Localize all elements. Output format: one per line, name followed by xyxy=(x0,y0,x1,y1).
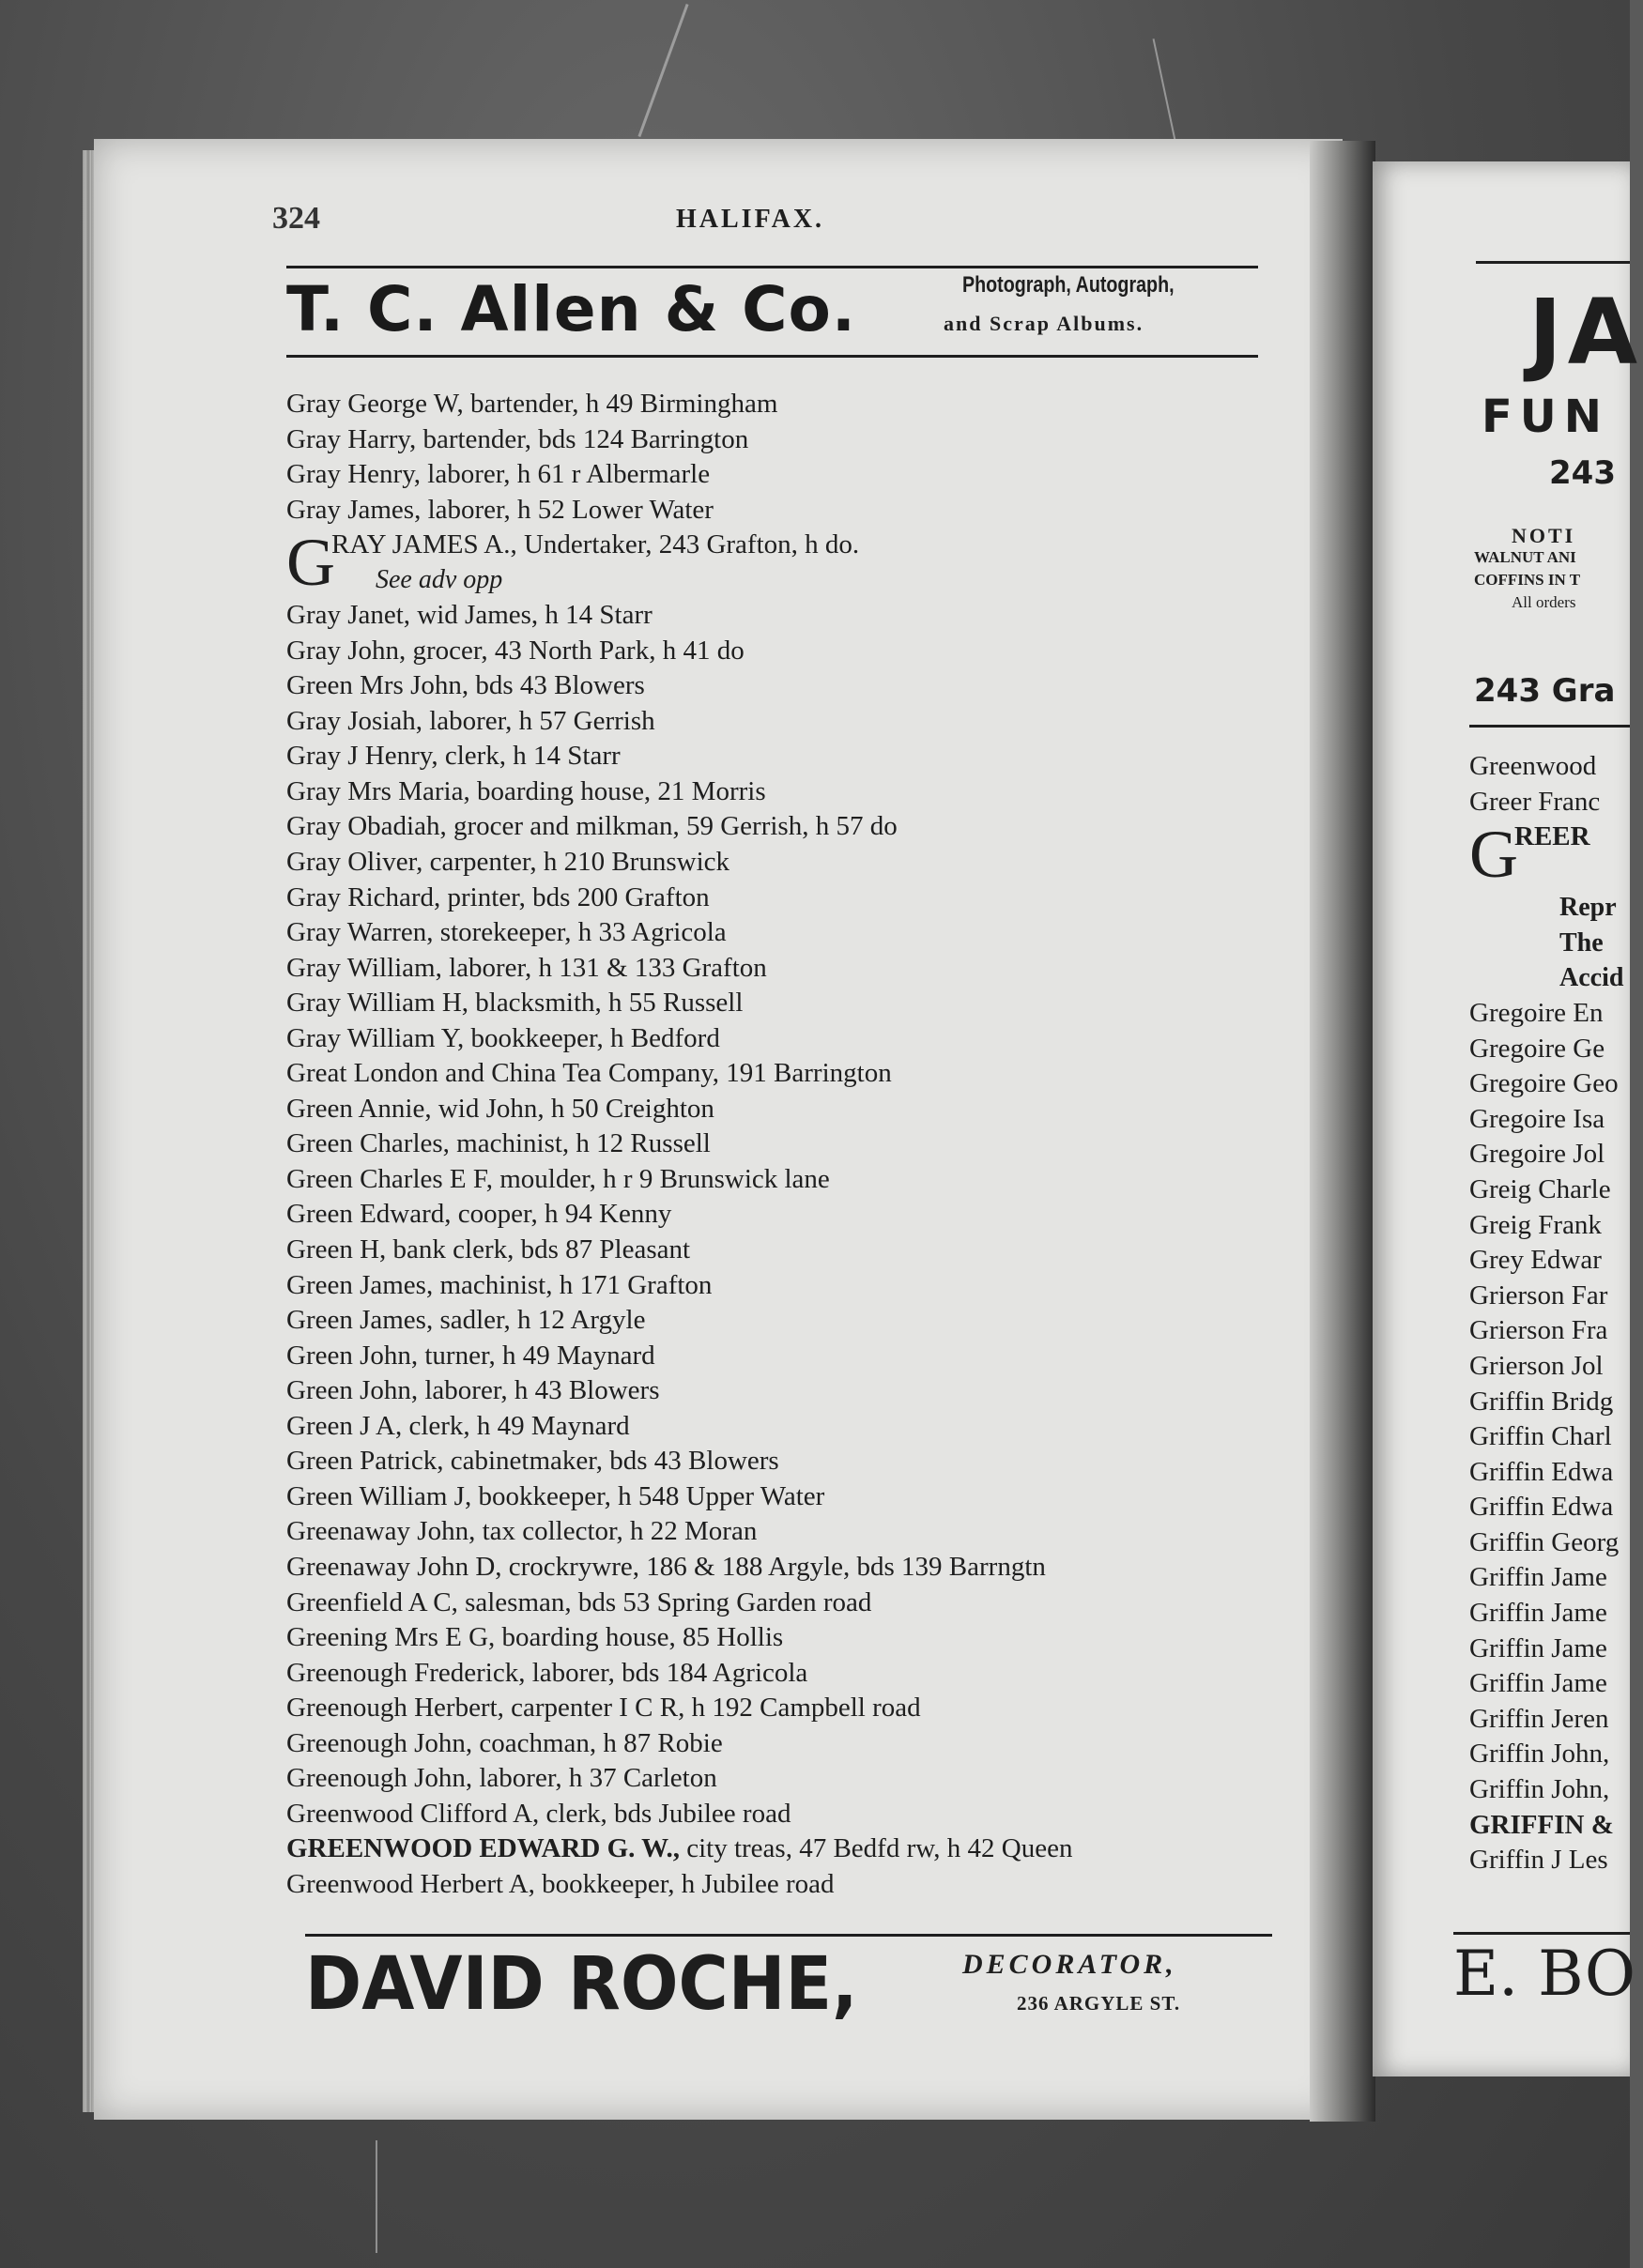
directory-entry: Griffin Jame xyxy=(1469,1632,1607,1663)
directory-entry: Gray J Henry, clerk, h 14 Starr xyxy=(286,741,621,772)
directory-entry: Griffin John, xyxy=(1469,1774,1610,1805)
directory-entry: Gregoire En xyxy=(1469,997,1604,1028)
directory-entry: Gray Oliver, carpenter, h 210 Brunswick xyxy=(286,847,730,878)
directory-entry: Gregoire Geo xyxy=(1469,1068,1619,1099)
directory-entry: Griffin John, xyxy=(1469,1739,1610,1770)
drop-cap: G xyxy=(286,525,335,601)
featured-note: See adv opp xyxy=(376,565,503,595)
right-bottom-rule xyxy=(1453,1932,1630,1935)
directory-entry: Green Annie, wid John, h 50 Creighton xyxy=(286,1093,714,1124)
right-ad-subtitle: FUN xyxy=(1482,391,1609,443)
featured-entry xyxy=(286,525,1300,601)
featured-name: REER xyxy=(1514,821,1590,852)
directory-entry: Greer Franc xyxy=(1469,786,1601,817)
drop-cap: G xyxy=(1469,817,1518,893)
directory-entry: Greenwood Herbert A, bookkeeper, h Jubilee road xyxy=(286,1868,835,1899)
directory-listing xyxy=(286,387,1300,1902)
ad-company-name: T. C. Allen & Co. xyxy=(286,273,856,345)
page-number: 324 xyxy=(272,201,320,236)
page-header xyxy=(263,201,1258,238)
right-header-rule xyxy=(1476,261,1630,264)
featured-entry xyxy=(1469,817,1630,893)
directory-entry: Gray Janet, wid James, h 14 Starr xyxy=(286,600,653,631)
directory-entry: Gray Warren, storekeeper, h 33 Agricola xyxy=(286,917,727,948)
directory-entry: Green William J, bookkeeper, h 548 Upper Water xyxy=(286,1480,825,1511)
directory-entry: Gregoire Jol xyxy=(1469,1139,1605,1170)
directory-entry: Gray James, laborer, h 52 Lower Water xyxy=(286,494,714,525)
featured-entry-text xyxy=(331,528,859,562)
bottom-ad-rule xyxy=(305,1934,1272,1937)
right-ad-street: 243 Gra xyxy=(1474,672,1616,710)
directory-entry: Griffin Jame xyxy=(1469,1562,1607,1593)
featured-name: RAY JAMES A., Undertaker, 243 Grafton, xyxy=(331,529,798,560)
directory-entry: Greening Mrs E G, boarding house, 85 Hollis xyxy=(286,1622,784,1653)
directory-entry: Great London and China Tea Company, 191 Barrington xyxy=(286,1058,892,1089)
right-ad-number: 243 xyxy=(1549,454,1616,492)
directory-entry: Gregoire Ge xyxy=(1469,1033,1605,1064)
directory-entry: Greig Frank xyxy=(1469,1209,1602,1240)
featured-detail: Repr xyxy=(1559,893,1617,923)
featured-detail: The xyxy=(1559,927,1604,958)
book-gutter xyxy=(1310,141,1375,2122)
directory-entry: Griffin Charl xyxy=(1469,1421,1612,1452)
directory-entry: Greenwood xyxy=(1469,751,1597,781)
directory-entry: Griffin Jeren xyxy=(1469,1703,1609,1734)
directory-entry: Green Charles, machinist, h 12 Russell xyxy=(286,1128,711,1159)
ad-tagline: and Scrap Albums. xyxy=(944,312,1144,335)
directory-entry: Greenfield A C, salesman, bds 53 Spring Garden road xyxy=(286,1586,872,1617)
directory-entry: Green Edward, cooper, h 94 Kenny xyxy=(286,1199,672,1230)
directory-entry: Gray Mrs Maria, boarding house, 21 Morris xyxy=(286,775,766,806)
directory-entry: Green John, turner, h 49 Maynard xyxy=(286,1340,655,1371)
directory-entry: Gray William, laborer, h 131 & 133 Grafton xyxy=(286,952,767,983)
directory-entry: Greenough Herbert, carpenter I C R, h 192 Campbell road xyxy=(286,1693,921,1724)
directory-entry: Gray Richard, printer, bds 200 Grafton xyxy=(286,881,710,912)
directory-entry: Gray George W, bartender, h 49 Birmingham xyxy=(286,389,778,419)
directory-entry: Gray John, grocer, 43 North Park, h 41 do xyxy=(286,635,745,666)
top-advertisement xyxy=(286,272,1258,347)
directory-entry: Grierson Fra xyxy=(1469,1315,1608,1346)
featured-detail: Accid xyxy=(1559,963,1624,993)
directory-entry: Greenaway John, tax collector, h 22 Moran xyxy=(286,1516,758,1547)
directory-entry: Gray William Y, bookkeeper, h Bedford xyxy=(286,1022,720,1053)
running-head: HALIFAX. xyxy=(676,205,825,234)
ad-bottom-name: DAVID ROCHE, xyxy=(305,1942,858,2027)
directory-entry: Gray William H, blacksmith, h 55 Russell xyxy=(286,988,744,1019)
directory-entry: Green J A, clerk, h 49 Maynard xyxy=(286,1410,630,1441)
directory-entry: Green Mrs John, bds 43 Blowers xyxy=(286,670,645,701)
directory-entry: Gray Josiah, laborer, h 57 Gerrish xyxy=(286,705,655,736)
directory-entry: Gray Harry, bartender, bds 124 Barrington xyxy=(286,423,749,454)
directory-entry: Griffin Jame xyxy=(1469,1598,1607,1629)
right-ad-notice-line: COFFINS IN T xyxy=(1474,571,1581,589)
directory-entry: Green H, bank clerk, bds 87 Pleasant xyxy=(286,1234,691,1265)
ad-bottom-trade: DECORATOR, xyxy=(962,1949,1177,1980)
directory-entry: Grey Edwar xyxy=(1469,1245,1602,1276)
right-ad-notice-line: WALNUT ANI xyxy=(1474,548,1576,566)
directory-entry: Greenough John, laborer, h 37 Carleton xyxy=(286,1763,717,1794)
directory-entry: Griffin J Les xyxy=(1469,1845,1608,1876)
bottom-advertisement xyxy=(305,1941,1282,2026)
directory-entry: Green Charles E F, moulder, h r 9 Brunswick lane xyxy=(286,1163,830,1194)
directory-entry: Green James, sadler, h 12 Argyle xyxy=(286,1305,646,1336)
directory-entry: Griffin Jame xyxy=(1469,1668,1607,1699)
right-ad-rule xyxy=(1469,725,1630,728)
featured-rest: h do. xyxy=(797,529,860,560)
directory-entry: Grierson Far xyxy=(1469,1280,1608,1310)
ad-tagline: Photograph, Autograph, xyxy=(962,272,1175,298)
directory-entry: Grierson Jol xyxy=(1469,1350,1604,1381)
bold-entry-rest: city treas, 47 Bedfd rw, h 42 Queen xyxy=(679,1833,1073,1864)
directory-entry-bold: GRIFFIN & xyxy=(1469,1809,1614,1840)
header-rule xyxy=(286,266,1258,268)
right-ad-title: JA xyxy=(1528,280,1643,385)
directory-entry: Griffin Edwa xyxy=(1469,1456,1614,1487)
directory-entry: Gray Henry, laborer, h 61 r Albermarle xyxy=(286,459,711,490)
directory-entry: Greenough John, coachman, h 87 Robie xyxy=(286,1727,723,1758)
directory-entry-bold xyxy=(286,1831,1300,1867)
bold-entry-name: GREENWOOD EDWARD G. W., xyxy=(286,1833,680,1864)
directory-entry: Griffin Edwa xyxy=(1469,1492,1614,1523)
directory-entry: Greenwood Clifford A, clerk, bds Jubilee road xyxy=(286,1798,791,1829)
directory-entry: Griffin Bridg xyxy=(1469,1386,1614,1417)
directory-entry: Greig Charle xyxy=(1469,1173,1611,1204)
right-ad-notice-line: All orders xyxy=(1512,593,1576,611)
film-scratch xyxy=(376,2140,377,2253)
right-ad-notice: NOTI xyxy=(1512,524,1576,547)
directory-entry: Griffin Georg xyxy=(1469,1526,1620,1557)
right-bottom-ad: E. BO xyxy=(1453,1938,1635,2010)
ad-rule xyxy=(286,355,1258,358)
directory-entry: Green John, laborer, h 43 Blowers xyxy=(286,1375,660,1406)
directory-entry: Green Patrick, cabinetmaker, bds 43 Blowers xyxy=(286,1446,779,1477)
ad-bottom-address: 236 ARGYLE ST. xyxy=(1017,1992,1181,2015)
directory-entry: Green James, machinist, h 171 Grafton xyxy=(286,1269,713,1300)
right-directory-listing xyxy=(1469,749,1630,1878)
directory-entry: Greenough Frederick, laborer, bds 184 Agricola xyxy=(286,1657,808,1688)
directory-entry: Gregoire Isa xyxy=(1469,1103,1605,1134)
directory-entry: Greenaway John D, crockrywre, 186 & 188 Argyle, bds 139 Barrngtn xyxy=(286,1551,1046,1582)
directory-entry: Gray Obadiah, grocer and milkman, 59 Gerrish, h 57 do xyxy=(286,811,898,842)
